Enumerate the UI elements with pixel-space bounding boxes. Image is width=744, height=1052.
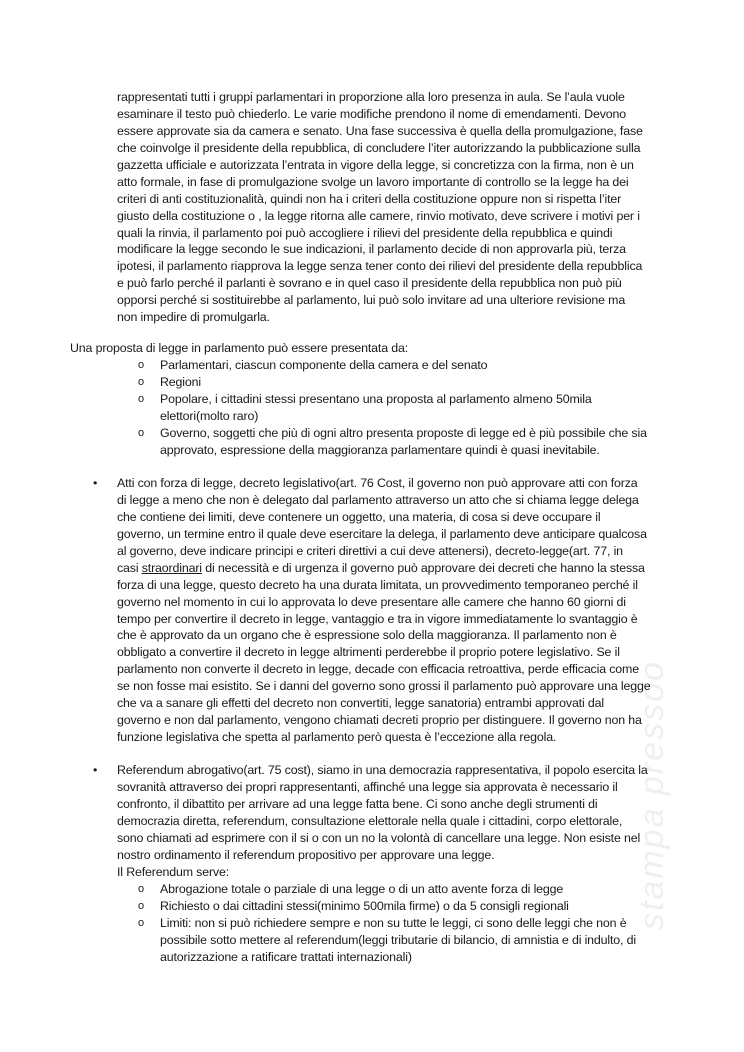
text-line: rappresentati tutti i gruppi parlamentari in proporzione alla loro presenza in aula. Se l’aula vuole <box>117 90 625 104</box>
hollow-bullet-icon: o <box>138 359 144 371</box>
text-line: obbligato a convertire il decreto in legge altrimenti perderebbe il proprio potere legislativo. Se il <box>117 645 620 660</box>
text-line: quali la rinvia, il parlamento poi può accogliere i rilievi del presidente della repubblica e quindi <box>117 225 613 240</box>
hollow-bullet-icon: o <box>138 393 144 405</box>
text-line: sovranità attraverso dei propri rappresentanti, affinché una legge sia approvata è necessario il <box>117 779 618 794</box>
list-item <box>160 391 592 425</box>
text-line <box>117 560 650 577</box>
hollow-bullet-icon: o <box>138 900 144 912</box>
text-segment: di necessità e di urgenza il governo può approvare dei decreti che hanno la stessa <box>201 560 645 575</box>
continuation-paragraph <box>117 89 643 326</box>
text-line: Limiti: non si può richiedere sempre e non su tutte le leggi, ci sono delle leggi che non è <box>160 916 627 930</box>
list-item <box>160 425 647 459</box>
text-line: sono chiamati ad esprimere con il si o con un no la volontà di cancellare una legge. Non esiste nel <box>117 830 641 845</box>
text-line: Governo, soggetti che più di ogni altro presenta proposte di legge ed è più possibile che sia <box>160 426 647 440</box>
bullet-atti-paragraph <box>117 475 650 746</box>
text-line: Atti con forza di legge, decreto legislativo(art. 76 Cost, il governo non può approvare atti con forza <box>117 476 638 490</box>
list-item <box>160 357 487 374</box>
text-line: approvato, espressione della maggioranza parlamentare quindi è quasi inevitabile. <box>160 442 600 457</box>
list-item <box>160 881 563 898</box>
text-line: di legge a meno che non è delegato dal parlamento attraverso un atto che si chiama legge delega <box>117 492 639 507</box>
text-line: governo nel momento in cui lo approvata lo deve presentare alle camere che hanno 60 giorni di <box>117 594 626 609</box>
text-line: forza di una legge, questo decreto ha una durata limitata, un provvedimento temporaneo perché il <box>117 577 638 592</box>
text-line: gazzetta ufficiale e autorizzata l’entrata in vigore della legge, si concretizza con la firma, non è un <box>117 157 634 172</box>
text-line: che va a sanare gli effetti del decreto non convertiti, legge sanatoria) entrambi approvati dal <box>117 696 604 711</box>
text-line: governo, un termine entro il quale deve esercitare la delega, il parlamento deve anticipare qualcosa <box>117 526 647 541</box>
text-line: funzione legislativa che spetta al parlamento però questa è l’eccezione alla regola. <box>117 730 557 745</box>
text-line: atto formale, in fase di promulgazione svolge un lavoro importante di controllo se la legge ha dei <box>117 174 629 189</box>
hollow-bullet-icon: o <box>138 917 144 929</box>
text-line: Popolare, i cittadini stessi presentano una proposta al parlamento almeno 50mila <box>160 392 592 406</box>
text-line: essere approvate sia da camera e senato. Una fase successiva è quella della promulgazione, fase <box>117 123 643 138</box>
hollow-bullet-icon: o <box>138 376 144 388</box>
text-line: opporsi perché si sostituirebbe al parlamento, lui può solo invitare ad una ulteriore revisione ma <box>117 293 626 308</box>
text-line: modificare la legge secondo le sue indicazioni, il parlamento decide di non approvarla più, terza <box>117 242 626 257</box>
text-line: Referendum abrogativo(art. 75 cost), siamo in una democrazia rappresentativa, il popolo esercita la <box>117 763 648 777</box>
underlined-word: straordinari <box>141 560 202 575</box>
text-line: possibile sotto mettere al referendum(leggi tributarie di bilancio, di amnistia e di indulto, di <box>160 932 636 947</box>
text-line: Abrogazione totale o parziale di una legge o di un atto avente forza di legge <box>160 882 564 896</box>
text-line: che è approvato da un organo che è espressione solo della maggioranza. Il parlamento non è <box>117 628 617 643</box>
text-line: Richiesto o dai cittadini stessi(minimo 500mila firme) o da 5 consigli regionali <box>160 899 569 913</box>
text-line: ipotesi, il parlamento riapprova la legge senza tener conto dei rilievi del presidente della repubblica <box>117 259 643 274</box>
text-line: Il Referendum serve: <box>117 864 230 879</box>
text-line: autorizzazione a ratificare trattati internazionali) <box>160 949 412 964</box>
text-line: Regioni <box>160 375 201 389</box>
bullet-icon: • <box>93 476 98 490</box>
text-line: e può farlo perché il parlanti è sovrano e in quel caso il presidente della repubblica non può più <box>117 276 622 291</box>
text-line: tempo per convertire il decreto in legge, vantaggio e tra in vigore immediatamente lo svantaggio è <box>117 611 638 626</box>
watermark: stampa pressoo <box>633 660 671 930</box>
text-line: Una proposta di legge in parlamento può essere presentata da: <box>70 341 409 355</box>
text-line: non impedire di promulgarla. <box>117 310 270 325</box>
bullet-referendum-paragraph <box>117 762 648 881</box>
hollow-bullet-icon: o <box>138 883 144 895</box>
text-segment: casi <box>117 560 142 575</box>
hollow-bullet-icon: o <box>138 427 144 439</box>
bullet-icon: • <box>93 763 98 777</box>
proposta-intro <box>70 340 408 357</box>
text-line: elettori(molto raro) <box>160 408 259 423</box>
text-line: giusto della costituzione o , la legge ritorna alle camere, rinvio motivato, deve scrivere i motivi per i <box>117 208 640 223</box>
text-line: se non fosse mai esistito. Se i danni del governo sono grossi il parlamento può approvare una legge <box>117 679 651 694</box>
text-line: che contiene dei limiti, deve contenere un oggetto, una materia, di cosa si deve occupare il <box>117 509 601 524</box>
list-item <box>160 898 569 915</box>
text-line: esaminare il testo può chiederlo. Le varie modifiche prendono il nome di emendamenti. Devono <box>117 106 626 121</box>
text-line: criteri di anti costituzionalità, quindi non ha i criteri della costituzione oppure non si rispetta l’iter <box>117 191 622 206</box>
text-line: nostro ordinamento il referendum propositivo per approvare una legge. <box>117 847 495 862</box>
list-item <box>160 374 201 391</box>
text-line: che coinvolge il presidente della repubblica, di concludere l’iter autorizzando la pubblicazione sulla <box>117 140 641 155</box>
list-item <box>160 915 636 966</box>
text-line: parlamento non converte il decreto in legge, decade con efficacia retroattiva, perde efficacia come <box>117 662 639 677</box>
text-line: Parlamentari, ciascun componente della camera e del senato <box>160 358 488 372</box>
text-line: democrazia diretta, referendum, consultazione elettorale nella quale i cittadini, corpo elettorale, <box>117 813 623 828</box>
text-line: confronto, il dibattito per arrivare ad una legge fatta bene. Ci sono anche degli strumenti di <box>117 796 598 811</box>
text-line: governo e non dal parlamento, vengono chiamati decreti proprio per distinguere. Il governo non ha <box>117 713 642 728</box>
text-line: al governo, deve indicare principi e criteri direttivi a cui deve attenersi), decreto-legge(art. 77, in <box>117 543 623 558</box>
